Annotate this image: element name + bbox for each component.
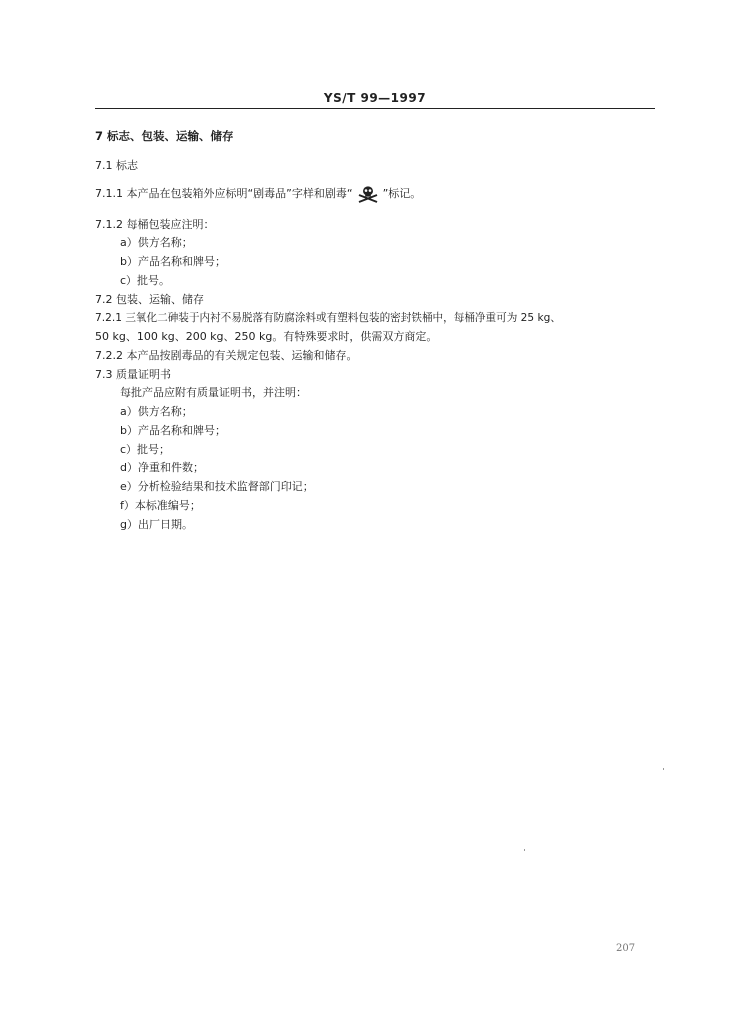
- section-7-3-heading: 7.3 质量证明书: [95, 368, 171, 381]
- list-item: g）出厂日期。: [120, 518, 193, 531]
- page-number: 207: [616, 943, 636, 954]
- section-7-1-1-text-before: 7.1.1 本产品在包装箱外应标明“剧毒品”字样和剧毒“: [95, 187, 353, 200]
- header-rule: [95, 108, 655, 109]
- section-7-2-1-line-1: 7.2.1 三氧化二砷装于内衬不易脱落有防腐涂料或有塑料包装的密封铁桶中，每桶净重可为 25 kg、: [95, 312, 561, 324]
- list-item: f）本标准编号；: [120, 499, 201, 512]
- section-7-1-2-heading: 7.1.2 每桶包装应注明：: [95, 218, 215, 231]
- list-item: b）产品名称和牌号；: [120, 424, 226, 437]
- scan-speck: [663, 768, 664, 770]
- standard-code-header: YS/T 99—1997: [323, 91, 427, 105]
- list-item: c）批号。: [120, 274, 171, 287]
- section-7-2-heading: 7.2 包装、运输、储存: [95, 293, 204, 306]
- list-item: b）产品名称和牌号；: [120, 255, 226, 268]
- list-item: a）供方名称；: [120, 405, 193, 418]
- section-7-1-1-text: [95, 185, 421, 203]
- section-7-2-1-line-2: 50 kg、100 kg、200 kg、250 kg。有特殊要求时，供需双方商定。: [95, 330, 438, 343]
- list-item: a）供方名称；: [120, 236, 193, 249]
- section-7-1-heading: 7.1 标志: [95, 159, 138, 172]
- section-7-3-intro: 每批产品应附有质量证明书，并注明：: [120, 386, 307, 399]
- skull-crossbones-icon: [357, 185, 379, 203]
- list-item: c）批号；: [120, 443, 171, 456]
- list-item: e）分析检验结果和技术监督部门印记；: [120, 480, 314, 493]
- list-item: d）净重和件数；: [120, 461, 204, 474]
- section-7-title: 7 标志、包装、运输、储存: [95, 129, 234, 143]
- scan-speck: [524, 849, 525, 851]
- section-7-2-2-text: 7.2.2 本产品按剧毒品的有关规定包装、运输和储存。: [95, 349, 358, 362]
- section-7-1-1-text-after: ”标记。: [382, 187, 422, 200]
